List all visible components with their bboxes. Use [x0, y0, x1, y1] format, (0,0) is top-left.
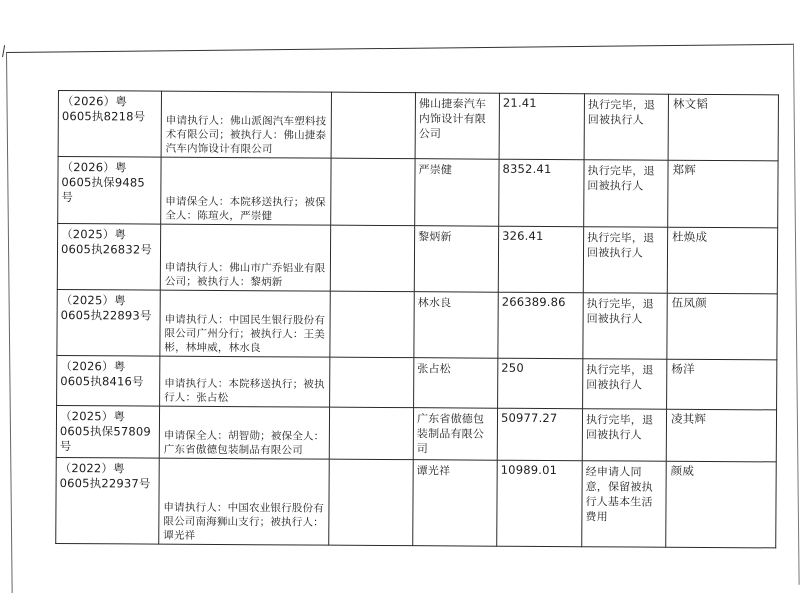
table-row	[57, 224, 777, 294]
page-corner-fold	[2, 45, 15, 59]
result: 执行完毕，退回被执行人	[584, 94, 668, 161]
result: 执行完毕，退回被执行人	[584, 160, 668, 228]
result: 执行完毕，退回被执行人	[583, 227, 667, 294]
amount: 50977.27	[497, 408, 582, 461]
party-name: 谭光祥	[413, 460, 498, 547]
case-number: （2025）粤0605执26832号	[57, 224, 160, 291]
party-name: 林水良	[414, 292, 498, 359]
judge: 杨洋	[667, 359, 777, 410]
table-row	[56, 405, 776, 461]
party-name: 张占松	[414, 358, 498, 409]
parties: 申请执行人：本院移送执行；被执行人：张占松	[160, 356, 330, 407]
judge: 郑辉	[668, 160, 778, 228]
amount: 10989.01	[497, 460, 583, 547]
case-number: （2026）粤0605执8416号	[57, 355, 160, 406]
case-number: （2026）粤0605执8218号	[58, 91, 161, 158]
judge: 凌其辉	[666, 409, 776, 462]
case-table	[55, 90, 779, 548]
case-number: （2022）粤0605执22937号	[56, 457, 160, 544]
judge: 杜焕成	[667, 227, 777, 294]
empty-cell	[329, 407, 413, 460]
parties: 申请执行人：中国农业银行股份有限公司南海狮山支行；被执行人：谭光祥	[159, 458, 330, 545]
document-body	[55, 90, 779, 548]
party-name: 黎炳新	[414, 226, 498, 293]
result: 执行完毕，退回被执行人	[582, 409, 666, 462]
case-number: （2026）粤0605执保9485号	[58, 157, 161, 225]
empty-cell	[329, 459, 414, 546]
amount: 326.41	[498, 226, 583, 293]
parties: 申请执行人：佛山市广乔铝业有限公司；被执行人：黎炳新	[160, 224, 330, 291]
table-row	[57, 289, 777, 359]
amount: 21.41	[499, 93, 584, 160]
table-row	[56, 457, 777, 547]
party-name: 佛山捷泰汽车内饰设计有限公司	[415, 93, 499, 160]
judge: 林文韬	[668, 94, 778, 161]
table-row	[58, 157, 778, 228]
table-row	[58, 91, 778, 161]
amount: 8352.41	[499, 159, 584, 227]
parties: 申请保全人：本院移送执行；被保全人：陈瑄火，严崇健	[161, 157, 331, 225]
party-name: 严崇健	[415, 159, 499, 227]
parties: 申请执行人：中国民生银行股份有限公司广州分行；被执行人：王美彬，林坤威，林水良	[160, 290, 330, 357]
parties: 申请保全人：胡智勋；被保全人：广东省傲德包装制品有限公司	[159, 406, 329, 459]
judge: 伍凤颜	[667, 293, 777, 360]
parties: 申请执行人：佛山派阁汽车塑料技术有限公司；被执行人：佛山捷泰汽车内饰设计有限公司	[161, 91, 331, 158]
judge: 颜威	[666, 461, 777, 548]
empty-cell	[331, 158, 415, 226]
result: 执行完毕，退回被执行人	[583, 293, 667, 360]
empty-cell	[330, 291, 414, 358]
empty-cell	[330, 225, 414, 292]
result: 执行完毕，退回被执行人	[583, 359, 667, 410]
amount: 266389.86	[498, 292, 583, 359]
case-number: （2025）粤0605执22893号	[57, 289, 160, 356]
empty-cell	[330, 357, 414, 408]
party-name: 广东省傲德包装制品有限公司	[413, 408, 497, 461]
amount: 250	[498, 358, 583, 409]
table-row	[57, 355, 777, 409]
empty-cell	[331, 92, 415, 159]
result: 经申请人同意，保留被执行人基本生活费用	[582, 461, 667, 548]
case-number: （2025）粤0605执保57809号	[56, 405, 159, 458]
